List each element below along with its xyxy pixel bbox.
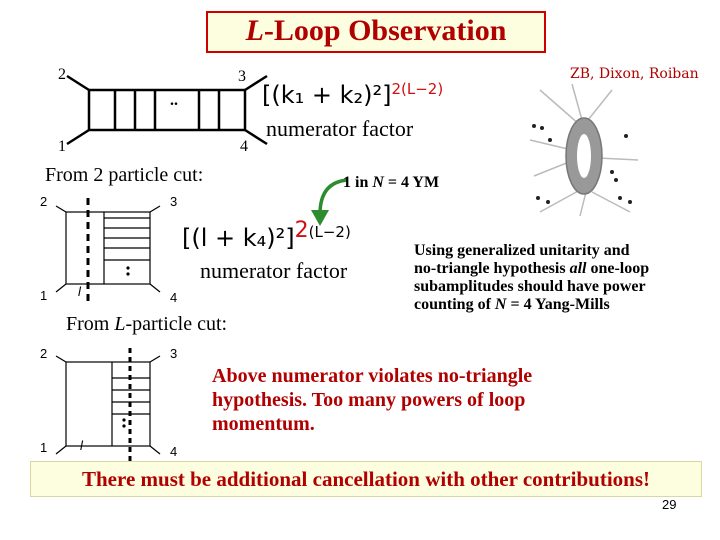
cut1-leg-3: 3	[170, 194, 178, 209]
ladder-diagram	[55, 70, 265, 150]
formula-1-exponent: 2(L−2)	[391, 80, 444, 98]
leg-label-1: 1	[58, 138, 66, 155]
numerator-factor-label-2: numerator factor	[200, 258, 348, 283]
cut2-leg-4: 4	[170, 444, 178, 459]
leg-label-3: 3	[238, 68, 246, 85]
cut-diagram-2	[40, 348, 180, 462]
cut2-leg-2: 2	[40, 346, 48, 361]
cut1-leg-1: 1	[40, 288, 48, 303]
formula-1-base: [(k₁ + k₂)²]	[262, 81, 392, 109]
from-2-particle-cut-label: From 2 particle cut:	[45, 164, 204, 186]
ym-note: 1 in N = 4 YM	[343, 174, 440, 191]
numerator-factor-label-1: numerator factor	[266, 116, 414, 141]
leg-label-4: 4	[240, 138, 248, 155]
formula-2-base: [(l + k₄)²]	[182, 224, 295, 252]
cut2-leg-3: 3	[170, 346, 178, 361]
title-rest: -Loop Observation	[263, 14, 507, 47]
conclusion-text: There must be additional cancellation with other contributions!	[82, 467, 650, 491]
unitarity-paragraph: Using generalized unitarity and no-triangle hypothesis all one-loop subamplitudes should have power counting of N = 4 Yang-Mills	[414, 242, 650, 313]
cut2-leg-1: 1	[40, 440, 48, 455]
formula-1	[262, 80, 443, 109]
formula-2-exponent: 2(L−2)	[294, 218, 351, 243]
cut2-loop-label: l	[80, 438, 83, 453]
from-L-particle-cut-label: From L-particle cut:	[66, 313, 228, 335]
cut1-leg-2: 2	[40, 194, 48, 209]
cut1-loop-label: l	[78, 284, 81, 299]
blob-diagram	[520, 80, 650, 220]
cut-diagram-1	[40, 196, 180, 306]
violation-paragraph: Above numerator violates no-triangle hypothesis. Too many powers of loop momentum.	[212, 365, 533, 435]
author-credit: ZB, Dixon, Roiban	[570, 66, 699, 82]
cut1-leg-4: 4	[170, 290, 178, 305]
ladder-box	[89, 90, 245, 130]
slide-title	[206, 14, 546, 48]
formula-2	[182, 218, 351, 252]
title-italic-L: L	[245, 14, 264, 47]
leg-label-2: 2	[58, 66, 66, 83]
page-number: 29	[662, 497, 677, 512]
ladder-dots: ..	[170, 92, 178, 109]
